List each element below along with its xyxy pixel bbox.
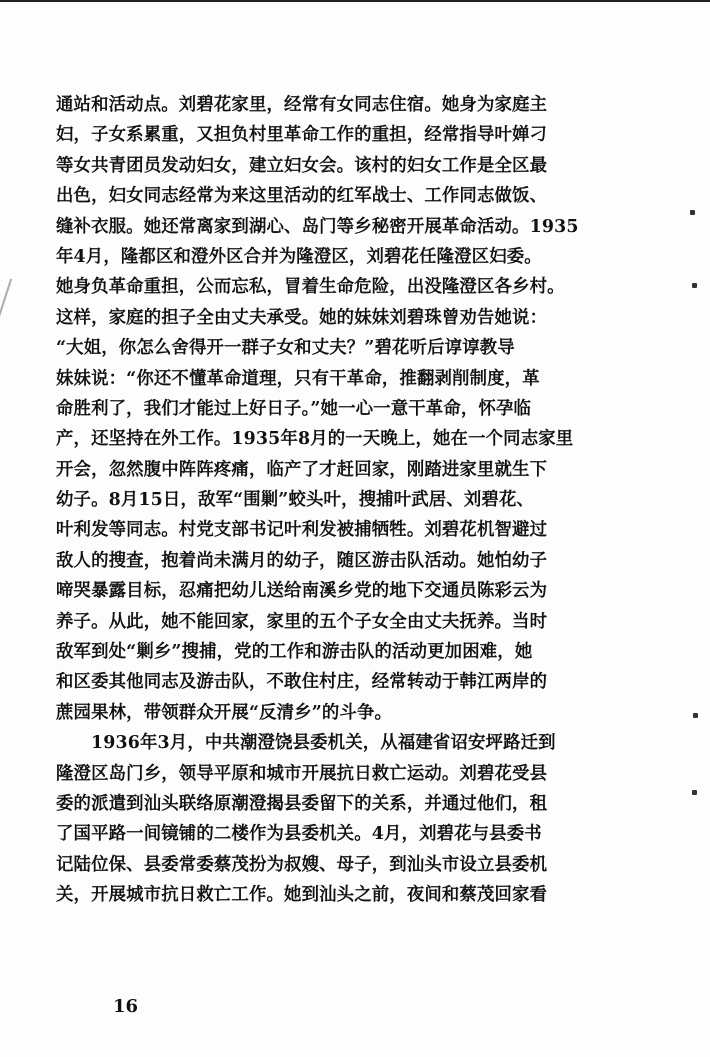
text-line: 产，还坚持在外工作。1935年8月的一天晚上，她在一个同志家里 [56,429,574,450]
paragraph-start-line: 1936年3月，中共潮澄饶县委机关，从福建省诏安坪路迁到 [91,733,556,754]
text-line: 妹妹说：“你还不懂革命道理，只有干革命，推翻剥削制度，革 [56,368,540,389]
page-top-edge [0,0,710,2]
text-line: 出色，妇女同志经常为来这里活动的红军战士、工作同志做饭、 [56,186,548,207]
text-line: 等女共青团员发动妇女，建立妇女会。该村的妇女工作是全区最 [56,155,548,176]
text-line: “大姐，你怎么舍得开一群子女和丈夫？”碧花听后谆谆教导 [56,338,515,359]
text-line: 妇，子女系累重，又担负村里革命工作的重担，经常指导叶婵刁 [56,125,548,146]
text-line: 缝补衣服。她还常离家到湖心、岛门等乡秘密开展革命活动。1935 [56,216,579,237]
text-line: 开会，忽然腹中阵阵疼痛，临产了才赶回家，刚踏进家里就生下 [56,459,548,480]
text-line: 和区委其他同志及游击队，不敢住村庄，经常转动于韩江两岸的 [56,672,548,693]
text-line: 关，开展城市抗日救亡工作。她到汕头之前，夜间和蔡茂回家看 [56,885,548,906]
text-line: 了国平路一间镜铺的二楼作为县委机关。4月，刘碧花与县委书 [56,824,542,845]
page-number: 16 [113,996,139,1017]
text-line: 养子。从此，她不能回家，家里的五个子女全由丈夫抚养。当时 [56,611,548,632]
text-line: 她身负革命重担，公而忘私，冒着生命危险，出没隆澄区各乡村。 [56,277,565,298]
text-line: 啼哭暴露目标，忍痛把幼儿送给南溪乡党的地下交通员陈彩云为 [56,581,548,602]
text-line: 通站和活动点。刘碧花家里，经常有女同志住宿。她身为家庭主 [56,95,548,115]
margin-scratch-mark [0,279,12,318]
text-line: 年4月，隆都区和澄外区合并为隆澄区，刘碧花任隆澄区妇委。 [56,246,542,267]
text-line: 隆澄区岛门乡，领导平原和城市开展抗日救亡运动。刘碧花受县 [56,763,548,784]
margin-dot-mark [692,790,697,795]
text-line: 委的派遣到汕头联络原潮澄揭县委留下的关系，并通过他们，租 [56,793,548,814]
body-text [56,90,616,911]
margin-dot-mark [693,713,698,718]
text-line: 幼子。8月15日，敌军“围剿”蛟头叶，搜捕叶武居、刘碧花、 [56,490,535,511]
text-line: 蔗园果林，带领群众开展“反清乡”的斗争。 [56,702,393,723]
text-line: 记陆位保、县委常委蔡茂扮为叔嫂、母子，到汕头市设立县委机 [56,854,548,875]
text-line: 敌军到处“剿乡”搜捕，党的工作和游击队的活动更加困难，她 [56,642,533,663]
margin-dot-mark [692,283,697,288]
text-line: 敌人的搜查，抱着尚未满月的幼子，随区游击队活动。她怕幼子 [56,550,548,571]
text-line: 命胜利了，我们才能过上好日子。”她一心一意干革命，怀孕临 [56,398,532,419]
text-line: 这样，家庭的担子全由丈夫承受。她的妹妹刘碧珠曾劝告她说： [56,307,548,328]
margin-dot-mark [690,210,695,215]
text-line: 叶利发等同志。村党支部书记叶利发被捕牺牲。刘碧花机智避过 [56,520,548,541]
